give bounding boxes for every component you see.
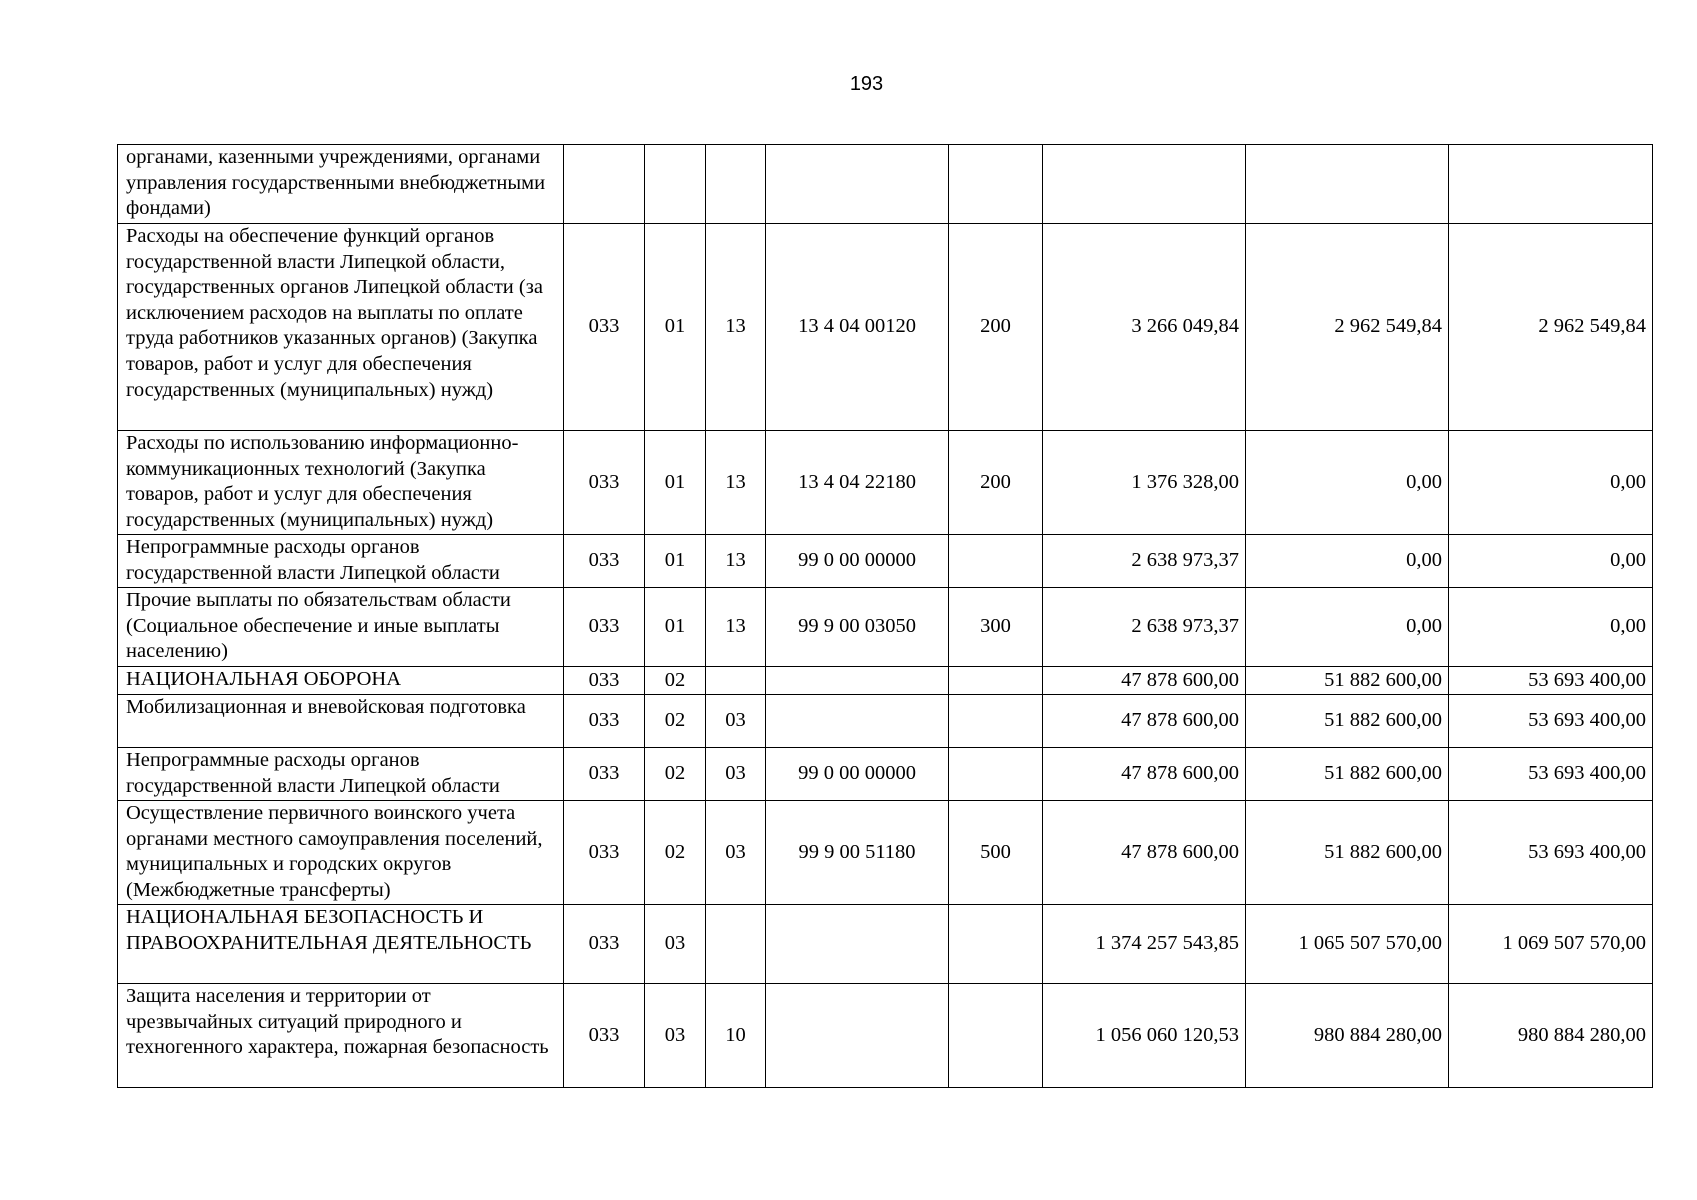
target-article-cell: 99 9 00 51180 (766, 801, 949, 905)
amount-year1-cell: 2 638 973,37 (1043, 535, 1246, 588)
page-number: 193 (849, 73, 884, 95)
target-article-cell (766, 667, 949, 695)
subsection-code-cell (706, 145, 766, 224)
amount-year3-cell (1449, 145, 1653, 224)
subsection-code-cell (706, 905, 766, 984)
row-name-cell: Расходы на обеспечение функций органов государственной власти Липецкой области, государственных органов Липецкой области (за исключением расходов на выплаты по оплате труда работников указанных органов) (Закупка товаров, работ и услуг для обеспечения государственных (муниципальных) нужд) (118, 224, 564, 431)
expense-type-cell: 500 (949, 801, 1043, 905)
table-row (118, 667, 1653, 695)
expense-type-cell: 200 (949, 431, 1043, 535)
amount-year1-cell: 3 266 049,84 (1043, 224, 1246, 431)
amount-year3-cell: 53 693 400,00 (1449, 667, 1653, 695)
amount-year2-cell: 0,00 (1246, 588, 1449, 667)
table-row (118, 905, 1653, 984)
section-code-cell: 03 (645, 905, 706, 984)
amount-year2-cell: 0,00 (1246, 535, 1449, 588)
section-code-cell: 02 (645, 667, 706, 695)
section-code-cell (645, 145, 706, 224)
expense-type-cell: 200 (949, 224, 1043, 431)
ministry-code-cell: 033 (564, 667, 645, 695)
amount-year3-cell: 2 962 549,84 (1449, 224, 1653, 431)
row-name-cell: Мобилизационная и вневойсковая подготовка (118, 695, 564, 748)
amount-year2-cell: 51 882 600,00 (1246, 695, 1449, 748)
amount-year2-cell: 51 882 600,00 (1246, 667, 1449, 695)
amount-year1-cell: 47 878 600,00 (1043, 748, 1246, 801)
amount-year1-cell: 47 878 600,00 (1043, 801, 1246, 905)
amount-year3-cell: 53 693 400,00 (1449, 801, 1653, 905)
subsection-code-cell: 03 (706, 695, 766, 748)
amount-year1-cell: 1 056 060 120,53 (1043, 984, 1246, 1088)
expense-type-cell: 300 (949, 588, 1043, 667)
row-name-cell: Расходы по использованию информационно-коммуникационных технологий (Закупка товаров, работ и услуг для обеспечения государственных (муниципальных) нужд) (118, 431, 564, 535)
target-article-cell: 99 9 00 03050 (766, 588, 949, 667)
subsection-code-cell: 13 (706, 431, 766, 535)
table-row (118, 695, 1653, 748)
section-code-cell: 03 (645, 984, 706, 1088)
subsection-code-cell: 13 (706, 224, 766, 431)
table-row (118, 801, 1653, 905)
target-article-cell: 99 0 00 00000 (766, 748, 949, 801)
target-article-cell: 99 0 00 00000 (766, 535, 949, 588)
amount-year3-cell: 1 069 507 570,00 (1449, 905, 1653, 984)
subsection-code-cell: 13 (706, 588, 766, 667)
table-row (118, 431, 1653, 535)
subsection-code-cell (706, 667, 766, 695)
ministry-code-cell: 033 (564, 535, 645, 588)
expense-type-cell (949, 145, 1043, 224)
amount-year3-cell: 980 884 280,00 (1449, 984, 1653, 1088)
target-article-cell (766, 695, 949, 748)
amount-year3-cell: 0,00 (1449, 588, 1653, 667)
table-row (118, 984, 1653, 1088)
ministry-code-cell: 033 (564, 984, 645, 1088)
amount-year1-cell: 2 638 973,37 (1043, 588, 1246, 667)
section-code-cell: 01 (645, 535, 706, 588)
ministry-code-cell: 033 (564, 905, 645, 984)
row-name-cell: Прочие выплаты по обязательствам области (Социальное обеспечение и иные выплаты населению) (118, 588, 564, 667)
amount-year3-cell: 0,00 (1449, 535, 1653, 588)
ministry-code-cell: 033 (564, 748, 645, 801)
row-name-cell: Непрограммные расходы органов государственной власти Липецкой области (118, 748, 564, 801)
section-code-cell: 02 (645, 695, 706, 748)
budget-table (117, 144, 1653, 1088)
section-code-cell: 02 (645, 748, 706, 801)
section-code-cell: 01 (645, 224, 706, 431)
target-article-cell: 13 4 04 22180 (766, 431, 949, 535)
amount-year2-cell: 51 882 600,00 (1246, 801, 1449, 905)
table-row (118, 535, 1653, 588)
amount-year1-cell (1043, 145, 1246, 224)
table-row (118, 588, 1653, 667)
table-row (118, 748, 1653, 801)
amount-year1-cell: 1 374 257 543,85 (1043, 905, 1246, 984)
target-article-cell: 13 4 04 00120 (766, 224, 949, 431)
target-article-cell (766, 905, 949, 984)
table-row (118, 224, 1653, 431)
amount-year2-cell: 2 962 549,84 (1246, 224, 1449, 431)
subsection-code-cell: 10 (706, 984, 766, 1088)
ministry-code-cell: 033 (564, 801, 645, 905)
target-article-cell (766, 145, 949, 224)
expense-type-cell (949, 984, 1043, 1088)
section-code-cell: 02 (645, 801, 706, 905)
expense-type-cell (949, 905, 1043, 984)
amount-year3-cell: 0,00 (1449, 431, 1653, 535)
amount-year2-cell: 0,00 (1246, 431, 1449, 535)
subsection-code-cell: 03 (706, 801, 766, 905)
target-article-cell (766, 984, 949, 1088)
amount-year2-cell (1246, 145, 1449, 224)
section-code-cell: 01 (645, 588, 706, 667)
row-name-cell: органами, казенными учреждениями, органами управления государственными внебюджетными фондами) (118, 145, 564, 224)
row-name-cell: Осуществление первичного воинского учета органами местного самоуправления поселений, муниципальных и городских округов (Межбюджетные трансферты) (118, 801, 564, 905)
expense-type-cell (949, 695, 1043, 748)
row-name-cell: Защита населения и территории от чрезвычайных ситуаций природного и техногенного характера, пожарная безопасность (118, 984, 564, 1088)
amount-year3-cell: 53 693 400,00 (1449, 748, 1653, 801)
ministry-code-cell: 033 (564, 588, 645, 667)
ministry-code-cell: 033 (564, 431, 645, 535)
ministry-code-cell: 033 (564, 224, 645, 431)
amount-year1-cell: 47 878 600,00 (1043, 667, 1246, 695)
subsection-code-cell: 03 (706, 748, 766, 801)
table-row (118, 145, 1653, 224)
amount-year1-cell: 1 376 328,00 (1043, 431, 1246, 535)
ministry-code-cell: 033 (564, 695, 645, 748)
expense-type-cell (949, 748, 1043, 801)
expense-type-cell (949, 667, 1043, 695)
amount-year1-cell: 47 878 600,00 (1043, 695, 1246, 748)
section-code-cell: 01 (645, 431, 706, 535)
row-name-cell: НАЦИОНАЛЬНАЯ БЕЗОПАСНОСТЬ И ПРАВООХРАНИТЕЛЬНАЯ ДЕЯТЕЛЬНОСТЬ (118, 905, 564, 984)
amount-year2-cell: 980 884 280,00 (1246, 984, 1449, 1088)
ministry-code-cell (564, 145, 645, 224)
row-name-cell: НАЦИОНАЛЬНАЯ ОБОРОНА (118, 667, 564, 695)
amount-year3-cell: 53 693 400,00 (1449, 695, 1653, 748)
subsection-code-cell: 13 (706, 535, 766, 588)
amount-year2-cell: 1 065 507 570,00 (1246, 905, 1449, 984)
row-name-cell: Непрограммные расходы органов государственной власти Липецкой области (118, 535, 564, 588)
expense-type-cell (949, 535, 1043, 588)
amount-year2-cell: 51 882 600,00 (1246, 748, 1449, 801)
